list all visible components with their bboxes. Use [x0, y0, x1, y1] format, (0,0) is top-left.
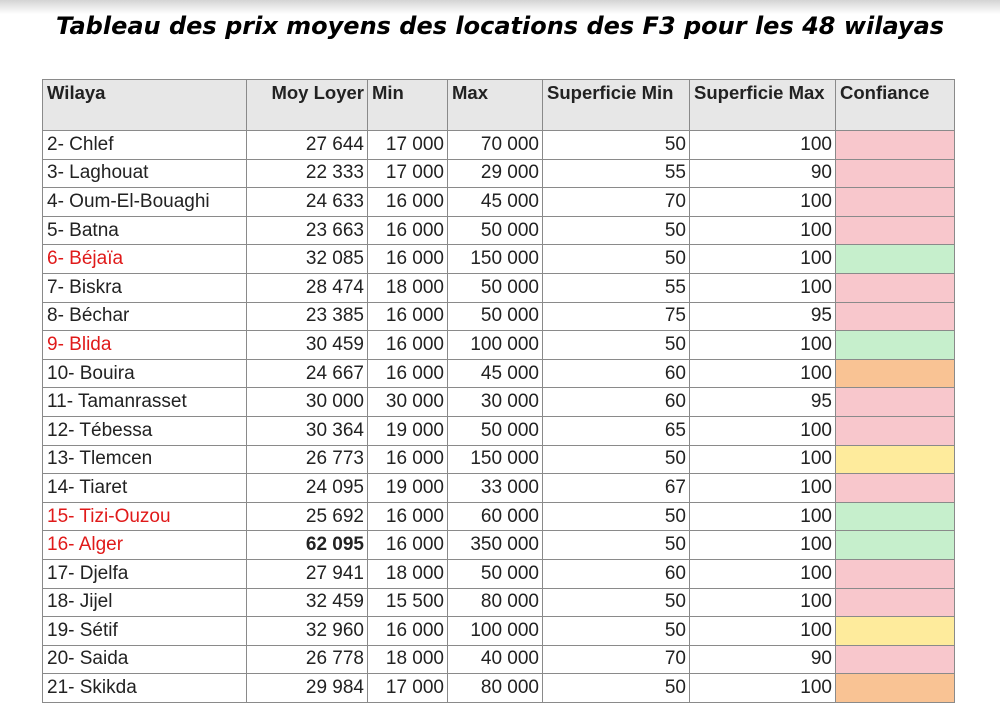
table-row: [43, 588, 955, 617]
cell-max: 50 000: [448, 273, 543, 302]
cell-wilaya: 8- Béchar: [43, 302, 247, 331]
table-row: [43, 531, 955, 560]
cell-min: 16 000: [368, 445, 448, 474]
table-row: [43, 416, 955, 445]
cell-wilaya: 13- Tlemcen: [43, 445, 247, 474]
cell-max: 150 000: [448, 445, 543, 474]
cell-superficie-max: 100: [690, 559, 836, 588]
cell-max: 50 000: [448, 302, 543, 331]
cell-max: 100 000: [448, 617, 543, 646]
cell-superficie-min: 50: [543, 617, 690, 646]
cell-min: 18 000: [368, 645, 448, 674]
cell-superficie-min: 50: [543, 245, 690, 274]
table-row: [43, 617, 955, 646]
header-wilaya: Wilaya: [43, 80, 247, 131]
cell-moy-loyer: 23 663: [247, 216, 368, 245]
cell-confiance-indicator: [836, 617, 955, 646]
cell-min: 17 000: [368, 131, 448, 160]
cell-superficie-max: 100: [690, 273, 836, 302]
cell-confiance-indicator: [836, 273, 955, 302]
table-row: [43, 674, 955, 703]
cell-max: 50 000: [448, 559, 543, 588]
cell-confiance-indicator: [836, 188, 955, 217]
cell-max: 80 000: [448, 674, 543, 703]
cell-min: 18 000: [368, 273, 448, 302]
table-row: [43, 645, 955, 674]
cell-moy-loyer: 22 333: [247, 159, 368, 188]
cell-wilaya: 20- Saida: [43, 645, 247, 674]
cell-max: 80 000: [448, 588, 543, 617]
cell-superficie-min: 50: [543, 502, 690, 531]
cell-moy-loyer: 26 778: [247, 645, 368, 674]
cell-superficie-max: 100: [690, 531, 836, 560]
cell-moy-loyer: 23 385: [247, 302, 368, 331]
cell-wilaya: 2- Chlef: [43, 131, 247, 160]
cell-superficie-max: 95: [690, 302, 836, 331]
cell-confiance-indicator: [836, 159, 955, 188]
cell-max: 350 000: [448, 531, 543, 560]
cell-confiance-indicator: [836, 416, 955, 445]
cell-min: 16 000: [368, 216, 448, 245]
table-row: [43, 159, 955, 188]
cell-min: 17 000: [368, 159, 448, 188]
cell-moy-loyer: 32 459: [247, 588, 368, 617]
cell-superficie-min: 50: [543, 674, 690, 703]
cell-superficie-min: 67: [543, 474, 690, 503]
cell-confiance-indicator: [836, 559, 955, 588]
cell-min: 18 000: [368, 559, 448, 588]
table-row: [43, 216, 955, 245]
cell-confiance-indicator: [836, 359, 955, 388]
cell-min: 16 000: [368, 531, 448, 560]
cell-max: 45 000: [448, 359, 543, 388]
cell-superficie-min: 75: [543, 302, 690, 331]
cell-max: 70 000: [448, 131, 543, 160]
cell-wilaya: 10- Bouira: [43, 359, 247, 388]
cell-max: 30 000: [448, 388, 543, 417]
table-row: [43, 559, 955, 588]
cell-wilaya: 7- Biskra: [43, 273, 247, 302]
cell-superficie-max: 100: [690, 617, 836, 646]
cell-superficie-max: 100: [690, 474, 836, 503]
cell-moy-loyer: 30 459: [247, 331, 368, 360]
cell-max: 100 000: [448, 331, 543, 360]
cell-min: 16 000: [368, 245, 448, 274]
cell-confiance-indicator: [836, 674, 955, 703]
header-max: Max: [448, 80, 543, 131]
table-row: [43, 131, 955, 160]
cell-moy-loyer: 24 667: [247, 359, 368, 388]
cell-min: 19 000: [368, 416, 448, 445]
cell-max: 60 000: [448, 502, 543, 531]
table-body: [43, 131, 955, 703]
cell-min: 17 000: [368, 674, 448, 703]
cell-min: 16 000: [368, 502, 448, 531]
cell-max: 50 000: [448, 216, 543, 245]
cell-superficie-min: 55: [543, 159, 690, 188]
cell-min: 15 500: [368, 588, 448, 617]
cell-confiance-indicator: [836, 216, 955, 245]
cell-moy-loyer: 27 644: [247, 131, 368, 160]
cell-moy-loyer: 32 960: [247, 617, 368, 646]
cell-superficie-min: 70: [543, 645, 690, 674]
cell-confiance-indicator: [836, 588, 955, 617]
cell-confiance-indicator: [836, 531, 955, 560]
cell-superficie-min: 50: [543, 445, 690, 474]
cell-min: 16 000: [368, 302, 448, 331]
cell-moy-loyer: 62 095: [247, 531, 368, 560]
cell-moy-loyer: 28 474: [247, 273, 368, 302]
cell-superficie-min: 50: [543, 216, 690, 245]
cell-moy-loyer: 27 941: [247, 559, 368, 588]
table-row: [43, 273, 955, 302]
cell-moy-loyer: 32 085: [247, 245, 368, 274]
cell-superficie-max: 100: [690, 416, 836, 445]
cell-wilaya: 19- Sétif: [43, 617, 247, 646]
cell-wilaya: 21- Skikda: [43, 674, 247, 703]
cell-superficie-max: 100: [690, 674, 836, 703]
cell-moy-loyer: 30 364: [247, 416, 368, 445]
table-row: [43, 359, 955, 388]
cell-moy-loyer: 30 000: [247, 388, 368, 417]
header-min: Min: [368, 80, 448, 131]
cell-confiance-indicator: [836, 502, 955, 531]
cell-wilaya: 18- Jijel: [43, 588, 247, 617]
cell-min: 30 000: [368, 388, 448, 417]
cell-wilaya: 11- Tamanrasset: [43, 388, 247, 417]
cell-wilaya: 17- Djelfa: [43, 559, 247, 588]
header-moy-loyer: Moy Loyer: [247, 80, 368, 131]
cell-superficie-min: 70: [543, 188, 690, 217]
cell-max: 40 000: [448, 645, 543, 674]
cell-min: 16 000: [368, 188, 448, 217]
cell-confiance-indicator: [836, 388, 955, 417]
cell-superficie-max: 100: [690, 245, 836, 274]
cell-superficie-min: 60: [543, 388, 690, 417]
cell-max: 45 000: [448, 188, 543, 217]
table-header-row: [43, 80, 955, 131]
cell-superficie-max: 100: [690, 331, 836, 360]
table-row: [43, 445, 955, 474]
cell-superficie-min: 65: [543, 416, 690, 445]
cell-moy-loyer: 25 692: [247, 502, 368, 531]
cell-wilaya: 3- Laghouat: [43, 159, 247, 188]
cell-confiance-indicator: [836, 645, 955, 674]
cell-superficie-min: 50: [543, 331, 690, 360]
header-superficie-min: Superficie Min: [543, 80, 690, 131]
cell-superficie-min: 60: [543, 559, 690, 588]
table-row: [43, 245, 955, 274]
cell-superficie-max: 100: [690, 131, 836, 160]
cell-wilaya: 6- Béjaïa: [43, 245, 247, 274]
cell-superficie-max: 100: [690, 216, 836, 245]
header-superficie-max: Superficie Max: [690, 80, 836, 131]
cell-superficie-max: 90: [690, 645, 836, 674]
cell-confiance-indicator: [836, 474, 955, 503]
cell-superficie-min: 50: [543, 131, 690, 160]
cell-max: 33 000: [448, 474, 543, 503]
cell-wilaya: 14- Tiaret: [43, 474, 247, 503]
cell-moy-loyer: 24 095: [247, 474, 368, 503]
rent-price-table: [42, 79, 955, 703]
table-row: [43, 302, 955, 331]
cell-wilaya: 15- Tizi-Ouzou: [43, 502, 247, 531]
cell-confiance-indicator: [836, 131, 955, 160]
cell-superficie-max: 90: [690, 159, 836, 188]
table-row: [43, 502, 955, 531]
cell-superficie-max: 100: [690, 445, 836, 474]
cell-wilaya: 16- Alger: [43, 531, 247, 560]
cell-superficie-min: 50: [543, 588, 690, 617]
cell-wilaya: 5- Batna: [43, 216, 247, 245]
cell-min: 16 000: [368, 331, 448, 360]
cell-wilaya: 9- Blida: [43, 331, 247, 360]
table-row: [43, 388, 955, 417]
cell-moy-loyer: 24 633: [247, 188, 368, 217]
cell-wilaya: 12- Tébessa: [43, 416, 247, 445]
cell-min: 16 000: [368, 617, 448, 646]
cell-superficie-max: 100: [690, 188, 836, 217]
cell-moy-loyer: 29 984: [247, 674, 368, 703]
cell-confiance-indicator: [836, 445, 955, 474]
table-row: [43, 188, 955, 217]
table-row: [43, 331, 955, 360]
header-confiance: Confiance: [836, 80, 955, 131]
cell-min: 19 000: [368, 474, 448, 503]
cell-min: 16 000: [368, 359, 448, 388]
cell-wilaya: 4- Oum-El-Bouaghi: [43, 188, 247, 217]
cell-confiance-indicator: [836, 245, 955, 274]
cell-superficie-max: 100: [690, 502, 836, 531]
cell-moy-loyer: 26 773: [247, 445, 368, 474]
page-title: Tableau des prix moyens des locations des F3 pour les 48 wilayas: [55, 12, 945, 40]
cell-superficie-max: 95: [690, 388, 836, 417]
cell-superficie-min: 55: [543, 273, 690, 302]
cell-confiance-indicator: [836, 302, 955, 331]
cell-superficie-min: 60: [543, 359, 690, 388]
cell-max: 29 000: [448, 159, 543, 188]
cell-max: 150 000: [448, 245, 543, 274]
table-row: [43, 474, 955, 503]
cell-superficie-max: 100: [690, 359, 836, 388]
cell-superficie-max: 100: [690, 588, 836, 617]
cell-max: 50 000: [448, 416, 543, 445]
cell-confiance-indicator: [836, 331, 955, 360]
cell-superficie-min: 50: [543, 531, 690, 560]
